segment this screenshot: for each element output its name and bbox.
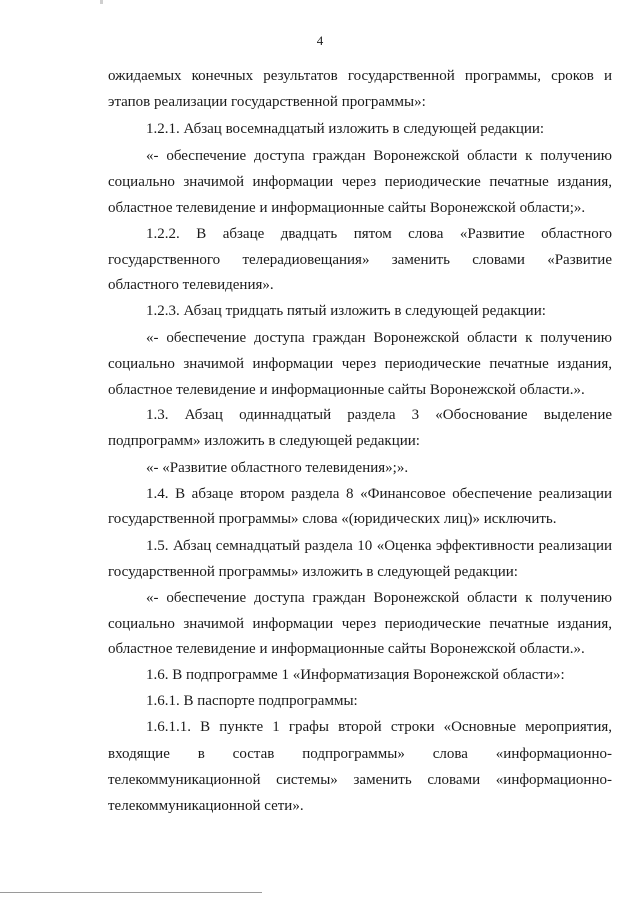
text-line: подпрограмм» изложить в следующей редакции: (108, 433, 420, 449)
text-line: 1.4. В абзаце втором раздела 8 «Финансовое обеспечение реализации (146, 486, 612, 502)
text-line: «- обеспечение доступа граждан Воронежской области к получению (146, 148, 612, 164)
text-line: областное телевидение и информационные сайты Воронежской области;». (108, 200, 586, 216)
text-line: «- обеспечение доступа граждан Воронежской области к получению (146, 590, 612, 606)
text-line: 1.6. В подпрограмме 1 «Информатизация Воронежской области»: (146, 667, 565, 683)
text-line: социально значимой информации через периодические печатные издания, (108, 616, 612, 632)
footer-rule (0, 892, 262, 893)
page-number: 4 (316, 33, 324, 48)
text-line: входящие в состав подпрограммы» слова «информационно- (108, 746, 612, 762)
text-line: 1.2.2. В абзаце двадцать пятом слова «Развитие областного (146, 226, 612, 242)
text-line: этапов реализации государственной программы»: (108, 94, 426, 110)
text-line: «- обеспечение доступа граждан Воронежской области к получению (146, 330, 612, 346)
text-line: областного телевидения». (108, 277, 274, 293)
text-line: социально значимой информации через периодические печатные издания, (108, 356, 612, 372)
text-line: 1.6.1.1. В пункте 1 графы второй строки «Основные мероприятия, (146, 719, 612, 735)
text-line: 1.2.1. Абзац восемнадцатый изложить в следующей редакции: (146, 121, 545, 137)
text-line: государственной программы» изложить в следующей редакции: (108, 564, 518, 580)
text-line: 1.3. Абзац одиннадцатый раздела 3 «Обоснование выделение (146, 407, 612, 423)
text-line: телекоммуникационной сети». (108, 798, 304, 814)
text-line: 1.2.3. Абзац тридцать пятый изложить в следующей редакции: (146, 303, 546, 319)
text-line: телекоммуникационной системы» заменить словами «информационно- (108, 772, 612, 788)
text-line: областное телевидение и информационные сайты Воронежской области.». (108, 382, 585, 398)
text-line: 1.6.1. В паспорте подпрограммы: (146, 693, 358, 709)
text-line: 1.5. Абзац семнадцатый раздела 10 «Оценка эффективности реализации (146, 538, 612, 554)
text-line: социально значимой информации через периодические печатные издания, (108, 174, 612, 190)
text-line: областное телевидение и информационные сайты Воронежской области.». (108, 641, 585, 657)
text-line: ожидаемых конечных результатов государственной программы, сроков и (108, 68, 612, 84)
scan-mark (100, 0, 103, 4)
text-line: «- «Развитие областного телевидения»;». (146, 460, 409, 476)
text-line: государственной программы» слова «(юридических лиц)» исключить. (108, 511, 557, 527)
text-line: государственного телерадиовещания» заменить словами «Развитие (108, 252, 612, 268)
